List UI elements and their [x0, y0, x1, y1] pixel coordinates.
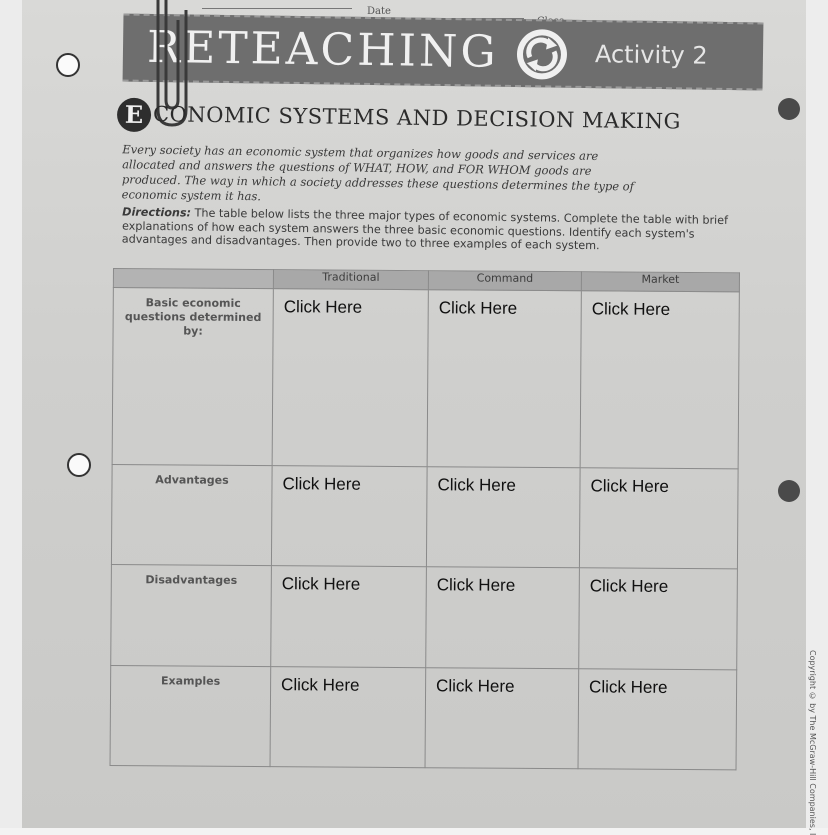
click-here-button[interactable]: Click Here: [590, 475, 669, 496]
binder-hole-middle-left: [66, 452, 92, 478]
recycle-arrows-icon: [515, 27, 570, 82]
row-label-examples: Examples: [110, 665, 271, 767]
copyright-notice: Copyright © by The McGraw-Hill Companies, I: [808, 650, 817, 835]
click-here-button[interactable]: Click Here: [437, 474, 516, 495]
activity-label: Activity 2: [594, 40, 708, 70]
click-here-button[interactable]: Click Here: [436, 675, 515, 696]
click-here-button[interactable]: Click Here: [591, 299, 671, 319]
table-cell: [579, 467, 738, 569]
directions-text: The table below lists the three major types of economic systems. Complete the table with brief explanations of how each system answers the three basic economic questions. Identify each system's advantages and disadvantages. Then provide two to three examples of each system.: [121, 206, 729, 253]
column-header-market: Market: [581, 272, 739, 292]
directions-paragraph: [122, 206, 763, 255]
worksheet-page: [22, 0, 817, 835]
click-here-button[interactable]: Click Here: [281, 574, 361, 594]
row-label-advantages: Advantages: [111, 464, 272, 566]
table-cell: [271, 465, 427, 567]
table-row: [112, 288, 739, 469]
table-row: [111, 565, 738, 670]
click-here-button[interactable]: Click Here: [283, 297, 363, 317]
photo-background-left: [0, 0, 22, 828]
reteaching-banner: [123, 14, 764, 91]
click-here-button[interactable]: Click Here: [282, 473, 361, 494]
row-label-basic-questions: Basic economic questions determined by:: [112, 288, 273, 466]
table-row: [110, 665, 737, 770]
row-label-disadvantages: Disadvantages: [111, 565, 272, 667]
table-cell: [579, 568, 738, 670]
column-header-traditional: Traditional: [273, 270, 428, 290]
table-cell: [270, 666, 426, 768]
table-cell: [427, 290, 581, 468]
economic-systems-table: [110, 268, 741, 772]
table-cell: [425, 667, 579, 769]
binder-hole-middle-right: [776, 478, 802, 504]
binder-hole-top-left: [55, 52, 81, 78]
column-header-command: Command: [428, 271, 581, 291]
section-title: CONOMIC SYSTEMS AND DECISION MAKING: [152, 102, 681, 134]
click-here-button[interactable]: Click Here: [589, 576, 669, 596]
banner-title: RETEACHING: [146, 21, 499, 78]
binder-hole-top-right: [776, 96, 802, 122]
section-letter-badge: E: [117, 98, 151, 132]
click-here-button[interactable]: Click Here: [436, 575, 516, 595]
table-corner-cell: [113, 269, 273, 289]
table-row: [111, 464, 738, 569]
date-label: Date: [367, 6, 391, 17]
section-heading: [117, 98, 737, 147]
click-here-button[interactable]: Click Here: [589, 676, 668, 697]
click-here-button[interactable]: Click Here: [281, 674, 360, 695]
directions-label: Directions:: [122, 205, 192, 220]
table-cell: [580, 291, 739, 469]
intro-paragraph: Every society has an economic system that organizes how goods and services are allocated and answers the questions of WHAT, HOW, and FOR WHOM goods are produced. The way in which a society addresses these questions determines the type of economic system it has.: [121, 142, 635, 204]
table-cell: [426, 567, 580, 669]
table-cell: [426, 466, 580, 568]
name-line: [202, 8, 352, 9]
click-here-button[interactable]: Click Here: [438, 298, 518, 318]
table-cell: [272, 289, 428, 467]
table-cell: [271, 566, 427, 668]
table-cell: [578, 668, 737, 770]
